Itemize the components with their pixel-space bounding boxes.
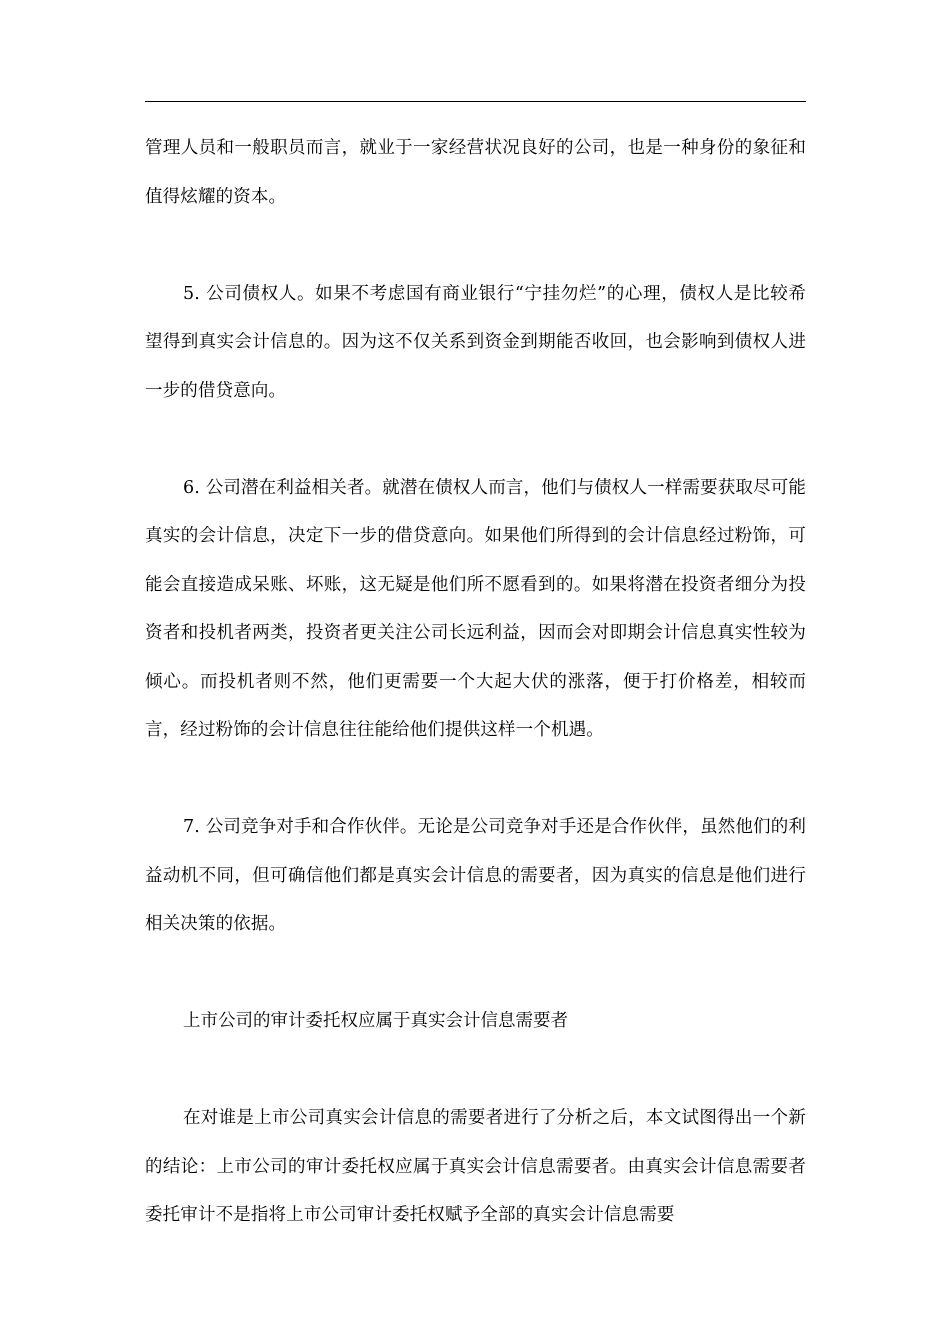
section-heading: 上市公司的审计委托权应属于真实会计信息需要者 [183,1011,568,1031]
document-body [145,124,806,1240]
paragraph-gap [145,415,806,464]
paragraph-conclusion: 在对谁是上市公司真实会计信息的需要者进行了分析之后，本文试图得出一个新的结论：上市公司的审计委托权应属于真实会计信息需要者。由真实会计信息需要者委托审计不是指将上市公司审计委托权赋予全部的真实会计信息需要 [145,1108,806,1225]
paragraph-creditors: 5. 公司债权人。如果不考虑国有商业银行“宁挂勿烂”的心理，债权人是比较希望得到真实会计信息的。因为这不仅关系到资金到期能否收回，也会影响到债权人进一步的借贷意向。 [145,283,806,401]
paragraph-potential-stakeholders: 6. 公司潜在利益相关者。就潜在债权人而言，他们与债权人一样需要获取尽可能真实的会计信息，决定下一步的借贷意向。如果他们所得到的会计信息经过粉饰，可能会直接造成呆账、坏账，这无疑是他们所不愿看到的。如果将潜在投资者细分为投资者和投机者两类，投资者更关注公司长远利益，因而会对即期会计信息真实性较为倾心。而投机者则不然，他们更需要一个大起大伏的涨落，便于打价格差，相较而言，经过粉饰的会计信息往往能给他们提供这样一个机遇。 [145,477,806,740]
paragraph-gap [145,755,806,804]
header-rule [145,101,806,102]
paragraph-competitors-partners: 7. 公司竞争对手和合作伙伴。无论是公司竞争对手还是合作伙伴，虽然他们的利益动机不同，但可确信他们都是真实会计信息的需要者，因为真实的信息是他们进行相关决策的依据。 [145,817,806,934]
paragraph-gap [145,221,806,270]
paragraph-gap [145,949,806,998]
paragraph-gap [145,1046,806,1095]
paragraph-continuation: 管理人员和一般职员而言，就业于一家经营状况良好的公司，也是一种身份的象征和值得炫耀的资本。 [145,138,806,207]
